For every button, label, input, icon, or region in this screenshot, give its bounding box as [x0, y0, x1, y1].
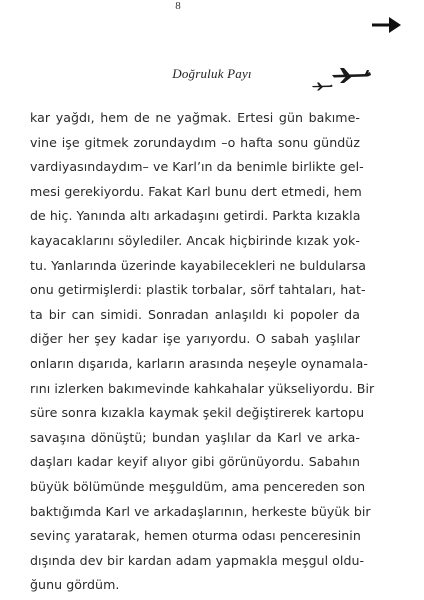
- text-line: dışında dev bir kardan adam yapmakla meşgul oldu-: [30, 552, 365, 568]
- body-text: [30, 106, 375, 598]
- text-line: daşları kadar keyif alıyor gibi görünüyordu. Sabahın: [30, 454, 360, 470]
- text-line: mesi gerekiyordu. Fakat Karl bunu dert etmedi, hem: [30, 183, 362, 199]
- text-line: ta bir can simidi. Sonradan anlaşıldı ki popoler da: [30, 306, 360, 322]
- text-line: büyük bölümünde meşguldüm, ama pencereden son: [30, 478, 366, 494]
- text-line: onların dışarıda, karların arasında neşeyle oynamala-: [30, 355, 368, 371]
- text-line: sevinç yaratarak, hemen oturma odası penceresinin: [30, 528, 361, 544]
- text-line: tu. Yanlarında üzerinde kayabilecekleri ne buldularsa: [30, 257, 367, 273]
- text-line: süre sonra kızakla kaymak şekil değiştirerek kartopu: [30, 405, 365, 421]
- text-line: ğunu gördüm.: [30, 577, 120, 593]
- running-title: Doğruluk Payı: [172, 66, 252, 81]
- text-line: diğer her şey kadar işe yarıyordu. O sabah yaşlılar: [30, 331, 360, 347]
- text-line: vine işe gitmek zorundaydım –o hafta sonu gündüz: [30, 134, 360, 150]
- text-line: kar yağdı, hem de ne yağmak. Ertesi gün bakıme-: [30, 110, 360, 125]
- text-line: baktığımda Karl ve arkadaşlarının, herkeste büyük bir: [30, 503, 371, 519]
- text-line: savaşına dönüştü; bundan yaşlılar da Karl ve arka-: [30, 429, 360, 445]
- text-line: de hiç. Yanında altı arkadaşını getirdi. Parkta kızakla: [30, 208, 361, 224]
- text-line: kayacaklarını söylediler. Ancak hiçbirinde kızak yok-: [30, 232, 360, 248]
- text-line: rını izlerken bakımevinde kahkahalar yükseliyordu. Bir: [30, 380, 375, 396]
- text-line: onu getirmişlerdi: plastik torbalar, sörf tahtaları, hat-: [30, 282, 366, 298]
- airplanes-icon: [310, 66, 374, 92]
- text-line: vardiyasındaydım– ve Karl’ın da benimle birlikte gel-: [30, 159, 364, 175]
- arrow-right-icon[interactable]: [372, 16, 402, 34]
- page-number: 8: [175, 0, 181, 12]
